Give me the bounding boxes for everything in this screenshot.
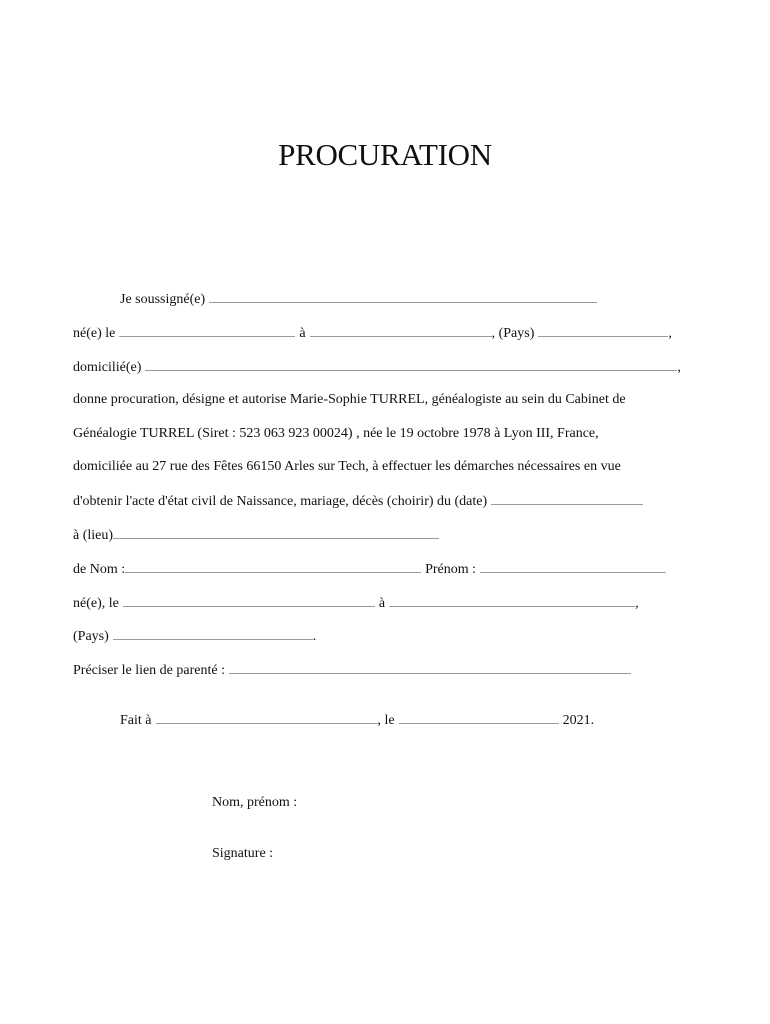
signature-label: Signature : [212,846,274,861]
person-country-line [73,627,316,646]
act-place-field[interactable] [113,526,439,539]
document-title: PROCURATION [278,137,492,172]
birth-place-field[interactable] [310,324,492,337]
comma: , [677,360,681,375]
paragraph-line: domiciliée au 27 rue des Fêtes 66150 Arles sur Tech, à effectuer les démarches nécessaires en vue [73,459,621,474]
undersigned-line [120,290,597,309]
act-label: d'obtenir l'acte d'état civil de Naissance, mariage, décès (choirir) du (date) [73,494,488,509]
done-at-date-field[interactable] [399,711,559,724]
address-field[interactable] [145,358,677,371]
done-at-line [120,711,594,730]
name-firstname-label: Nom, prénom : [212,795,298,810]
country-label: (Pays) [73,629,109,644]
done-at-place-field[interactable] [156,711,378,724]
born-on-label: né(e), le [73,596,119,611]
address-line [73,358,681,377]
paragraph-line: donne procuration, désigne et autorise Marie-Sophie TURREL, généalogiste au sein du Cabinet de [73,392,626,407]
firstname-label: Prénom : [425,562,477,577]
date-label: , le [377,713,395,728]
relationship-label: Préciser le lien de parenté : [73,663,225,678]
act-date-field[interactable] [491,492,643,505]
birth-country-field[interactable] [538,324,668,337]
relationship-field[interactable] [229,661,631,674]
surname-field[interactable] [125,560,421,573]
comma: , [635,596,639,611]
period: . [312,629,317,644]
country-label: , (Pays) [491,326,535,341]
person-country-field[interactable] [113,627,313,640]
born-on-label: né(e) le [73,326,116,341]
person-birth-line [73,594,639,613]
place-label: à (lieu) [73,528,114,543]
comma: , [668,326,672,341]
relationship-line [73,661,631,680]
place-line [73,526,439,545]
person-birth-place-field[interactable] [389,594,635,607]
birth-line [73,324,672,343]
act-line [73,492,643,511]
surname-label: de Nom : [73,562,126,577]
paragraph-line: Généalogie TURREL (Siret : 523 063 923 00024) , née le 19 octobre 1978 à Lyon III, France, [73,426,599,441]
firstname-field[interactable] [480,560,666,573]
person-birth-date-field[interactable] [123,594,375,607]
birth-at-label: à [299,326,306,341]
domicile-label: domicilié(e) [73,360,142,375]
name-line [73,560,666,579]
undersigned-name-field[interactable] [209,290,597,303]
year-label: 2021. [562,713,595,728]
done-at-label: Fait à [120,713,152,728]
birth-date-field[interactable] [119,324,295,337]
undersigned-label: Je soussigné(e) [120,292,206,307]
birth-at-label: à [378,596,386,611]
